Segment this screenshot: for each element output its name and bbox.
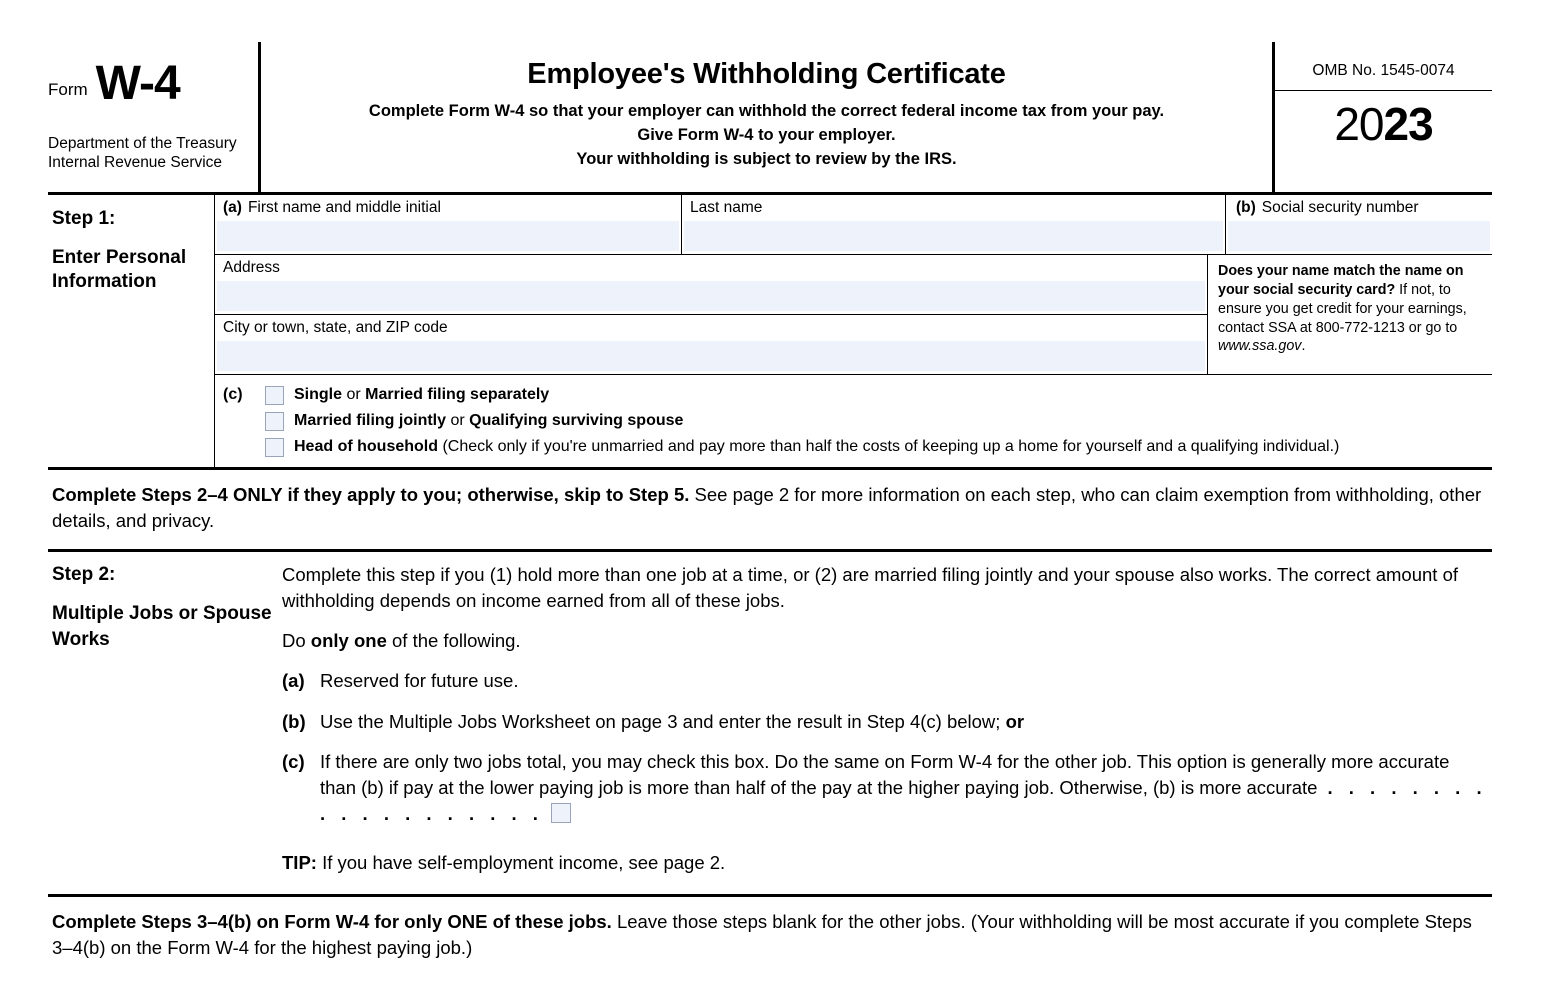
address-input[interactable] [217,281,1205,311]
step-2-subheading: Multiple Jobs or Spouse Works [52,603,272,650]
last-name-label: Last name [690,199,763,216]
step-1-fields [215,195,1492,467]
subtitle-line-1: Complete Form W-4 so that your employer can withhold the correct federal income tax from your pay. [368,102,1165,120]
header-subtitle [261,100,1272,172]
filing-status-mark: (c) [223,386,243,403]
step-2-leader-dots: . . . . . . . . . . . . . . . . . . . [320,777,1488,825]
step-2-label [48,562,282,876]
filing-status-jointly-bold: Married filing jointly [294,412,447,429]
steps-2-4-notice [48,470,1492,552]
agency-line-1: Department of the Treasury [48,135,237,152]
filing-status-hoh-text [294,437,1339,457]
step-2-option-c-text [320,749,1488,828]
step-2-tip-bold: TIP: [282,851,317,873]
ssn-label [1226,195,1492,219]
form-sheet [48,42,1492,961]
step-2-option-a [282,668,1488,694]
do-only-one-bold: only one [310,630,387,652]
steps-3-4b-notice-rest: Leave those steps blank for the other jobs. (Your withholding will be most accurate if you complete Steps 3–4(b) on the Form W-4 for the highest paying job.) [52,910,1472,959]
step-1-label [48,195,215,467]
form-header [48,42,1492,195]
header-right-block [1275,42,1492,192]
address-field-group [215,255,1207,315]
step-2-option-c-body: If there are only two jobs total, you may check this box. Do the same on Form W-4 for the other job. This option is generally more accurate than (b) if pay at the lower paying job is more than half of the pay at the higher paying job. Otherwise, (b) is more accurate [320,750,1450,799]
city-input[interactable] [217,341,1205,371]
page-title: Employee's Withholding Certificate [527,58,1006,90]
form-number-label: W-4 [95,57,180,110]
city-label: City or town, state, and ZIP code [223,319,448,336]
last-name-field-group [682,195,1226,254]
step-2-option-b-body: Use the Multiple Jobs Worksheet on page 3 and enter the result in Step 4(c) below; [320,710,1006,732]
omb-number: OMB No. 1545-0074 [1275,42,1492,91]
step-2-option-c [282,749,1488,828]
step-1-address-row [215,255,1492,374]
checkbox-married-jointly-icon[interactable] [265,412,284,431]
first-name-label-text: First name and middle initial [247,199,441,216]
last-name-input[interactable] [684,221,1223,251]
filing-status-single-text [294,385,549,405]
filing-status-jointly-text [294,411,683,431]
first-name-label [215,195,681,219]
do-only-one-pre: Do [282,630,311,652]
step-2-option-c-mark: (c) [282,750,305,772]
subtitle-line-2: Give Form W-4 to your employer. [637,125,896,144]
header-title-block [261,42,1275,192]
form-word-label: Form [48,80,88,99]
subtitle-line-3: Your withholding is subject to review by the IRS. [576,149,957,168]
filing-status-option-hoh[interactable] [257,434,1492,460]
ssn-note-rest: If not, to ensure you get credit for your earnings, contact SSA at 800-772-1213 or go to [1218,281,1467,336]
step-2-option-a-mark: (a) [282,670,305,692]
form-identifier [48,57,258,110]
step-2-option-b-mark: (b) [282,710,306,732]
header-left-block [48,42,261,192]
agency-line-2: Internal Revenue Service [48,154,223,172]
tax-year-prefix: 20 [1334,98,1384,150]
ssn-name-match-note [1208,255,1492,374]
city-field-group [215,315,1207,371]
ssn-label-text: Social security number [1261,199,1419,216]
steps-2-4-notice-rest: See page 2 for more information on each step, who can claim exemption from withholding, other details, and privacy. [52,484,1482,532]
filing-status-option-jointly[interactable] [257,408,1492,434]
steps-2-4-notice-bold: Complete Steps 2–4 ONLY if they apply to you; otherwise, skip to Step 5. [52,484,690,505]
step-1-section [48,195,1492,470]
step-2-body [282,562,1492,876]
filing-status-option-single[interactable] [215,382,1492,408]
step-2-option-b [282,709,1488,735]
ssn-note-end: . [1301,338,1306,355]
ssn-field-group [1226,195,1492,254]
step-2-option-a-text: Reserved for future use. [320,670,519,692]
first-name-field-group [215,195,682,254]
checkbox-head-of-household-icon[interactable] [265,438,284,457]
steps-3-4b-notice-bold: Complete Steps 3–4(b) on Form W-4 for only ONE of these jobs. [52,910,612,932]
filing-status-single-mid: or [342,386,366,403]
first-name-mark: (a) [223,199,242,216]
step-2-tip [282,850,1488,876]
ssn-note-bold: Does your name match the name on your social security card? [1218,263,1464,298]
step-1-heading: Step 1: [52,208,116,229]
filing-status-hoh-tail: (Check only if you're unmarried and pay more than half the costs of keeping up a home for yourself and a qualifying individual.) [438,438,1340,455]
address-block [215,255,1208,374]
address-label: Address [223,259,280,276]
filing-status-hoh-bold: Head of household [294,438,438,455]
steps-3-4b-notice [48,894,1492,962]
step-2-section [48,552,1492,876]
filing-status-jointly-mid: or [446,412,470,429]
checkbox-step-2c-icon[interactable] [551,803,571,823]
first-name-input[interactable] [217,221,679,251]
issuing-agency [48,134,258,173]
filing-status-block [215,374,1492,467]
ssa-website-link[interactable]: www.ssa.gov [1218,338,1302,355]
step-2-tip-rest: If you have self-employment income, see page 2. [316,851,726,873]
ssn-input[interactable] [1228,221,1490,251]
filing-status-single-bold2: Married filing separately [365,386,550,403]
checkbox-single-icon[interactable] [265,386,284,405]
step-2-heading: Step 2: [52,563,116,585]
filing-status-single-bold: Single [294,386,343,403]
step-2-intro: Complete this step if you (1) hold more than one job at a time, or (2) are married filing jointly and your spouse also works. The correct amount of withholding depends on income earned from all of these jobs. [282,563,1458,611]
step-2-option-b-text [320,709,1488,735]
step-1-subheading: Enter Personal Information [52,246,187,293]
step-2-do-only-one [282,628,1488,654]
do-only-one-post: of the following. [386,630,521,652]
filing-status-jointly-bold2: Qualifying surviving spouse [469,412,684,429]
tax-year-suffix: 23 [1383,98,1433,150]
step-1-name-row [215,195,1492,255]
tax-year [1275,97,1492,151]
step-2-option-b-or: or [1005,710,1025,732]
ssn-mark: (b) [1236,199,1256,216]
